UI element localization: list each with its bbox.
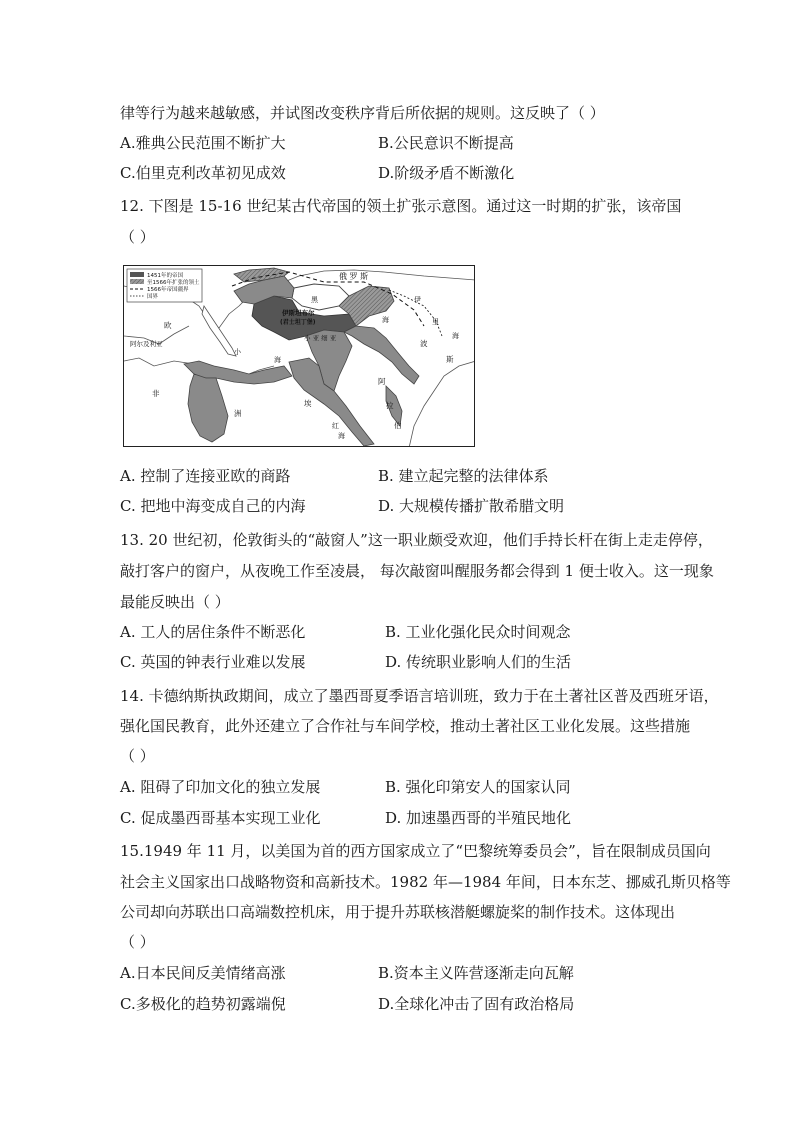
- q14-option-d[interactable]: D. 加速墨西哥的半殖民地化: [385, 809, 572, 827]
- label-red: 红: [332, 422, 339, 430]
- label-caspian-sea: 海: [452, 332, 459, 340]
- label-arabia-a: 阿: [378, 377, 386, 386]
- q14-option-b[interactable]: B. 强化印第安人的国家认同: [385, 778, 571, 796]
- label-black-sea: 黑: [311, 296, 318, 304]
- label-arabia-la: 拉: [386, 401, 394, 410]
- label-yi: 伊: [414, 296, 421, 304]
- label-small: 小: [234, 348, 241, 356]
- q11-option-c[interactable]: C.伯里克利改革初见成效: [120, 164, 286, 182]
- label-russia: 俄 罗 斯: [339, 272, 369, 281]
- label-algeria: 阿尔及利亚: [130, 340, 163, 348]
- q13-stem-line-1: 13. 20 世纪初，伦敦街头的“敲窗人”这一职业颇受欢迎，他们手持长杆在街上走走停停，: [120, 531, 713, 549]
- q13-stem-line-2: 敲打客户的窗户，从夜晚工作至凌晨， 每次敲窗叫醒服务都会得到 1 便士收入。这一现象: [120, 562, 714, 580]
- label-europe: 欧: [164, 321, 172, 330]
- label-sea-east: 海: [382, 316, 389, 324]
- label-africa-zhou: 洲: [234, 409, 242, 418]
- q13-option-b[interactable]: B. 工业化强化民众时间观念: [385, 623, 571, 641]
- q12-option-d[interactable]: D. 大规模传播扩散希腊文明: [378, 497, 565, 515]
- q15-stem-line-3: 公司却向苏联出口高端数控机床，用于提升苏联核潜艇螺旋桨的制作技术。这体现出: [120, 903, 676, 921]
- q13-option-c[interactable]: C. 英国的钟表行业难以发展: [120, 653, 306, 671]
- legend-1566-border: 1566年帝国疆界: [147, 287, 189, 293]
- q11-stem-tail: 律等行为越来越敏感，并试图改变秩序背后所依据的规则。这反映了（ ）: [120, 104, 605, 122]
- q14-stem-line-2: 强化国民教育，此外还建立了合作社与车间学校，推动土著社区工业化发展。这些措施: [120, 717, 691, 735]
- label-sea: 海: [274, 356, 281, 364]
- legend-expansion: 至1566年扩张的领土: [147, 280, 200, 286]
- q14-option-c[interactable]: C. 促成墨西哥基本实现工业化: [120, 809, 321, 827]
- q11-option-d[interactable]: D.阶级矛盾不断激化: [378, 164, 515, 182]
- q15-option-c[interactable]: C.多极化的趋势初露端倪: [120, 995, 286, 1013]
- label-asia-minor: 小 亚 细 亚: [304, 334, 337, 342]
- q11-option-b[interactable]: B.公民意识不断提高: [378, 134, 514, 152]
- q15-stem-line-4: （ ）: [120, 933, 155, 951]
- label-africa-fei: 非: [152, 389, 160, 398]
- q11-option-a[interactable]: A.雅典公民范围不断扩大: [120, 134, 286, 152]
- q15-option-b[interactable]: B.资本主义阵营逐渐走向瓦解: [378, 964, 574, 982]
- q12-paren: （ ）: [120, 228, 155, 246]
- ottoman-expansion-map: [123, 265, 475, 447]
- q12-stem: 12. 下图是 15-16 世纪某古代帝国的领土扩张示意图。通过这一时期的扩张，该帝国: [120, 197, 682, 215]
- q15-option-d[interactable]: D.全球化冲击了固有政治格局: [378, 995, 575, 1013]
- label-red-sea: 海: [338, 432, 345, 440]
- label-istanbul: 伊斯坦布尔: [282, 309, 315, 317]
- q13-option-d[interactable]: D. 传统职业影响人们的生活: [385, 653, 572, 671]
- q13-stem-line-3: 最能反映出（ ）: [120, 593, 230, 611]
- label-persia-bo: 波: [420, 339, 428, 348]
- label-caspian-li: 里: [432, 318, 439, 326]
- q12-option-a[interactable]: A. 控制了连接亚欧的商路: [120, 467, 291, 485]
- legend-1451: 1451年的帝国: [147, 273, 183, 279]
- label-egypt: 埃: [304, 399, 312, 408]
- q14-option-a[interactable]: A. 阻碍了印加文化的独立发展: [120, 778, 321, 796]
- label-arabia-bo: 伯: [394, 421, 402, 430]
- q12-option-b[interactable]: B. 建立起完整的法律体系: [378, 467, 549, 485]
- q13-option-a[interactable]: A. 工人的居住条件不断恶化: [120, 623, 306, 641]
- q14-stem-line-1: 14. 卡德纳斯执政期间，成立了墨西哥夏季语言培训班，致力于在土著社区普及西班牙语，: [120, 687, 719, 705]
- q15-option-a[interactable]: A.日本民间反美情绪高涨: [120, 964, 286, 982]
- label-constantinople: (君士坦丁堡): [280, 319, 316, 326]
- q15-stem-line-2: 社会主义国家出口战略物资和高新技术。1982 年—1984 年间，日本东芝、挪威孔斯贝格等: [120, 873, 731, 891]
- label-persia-si: 斯: [446, 355, 454, 364]
- q12-option-c[interactable]: C. 把地中海变成自己的内海: [120, 497, 306, 515]
- legend-national-border: 国界: [147, 294, 159, 300]
- q15-stem-line-1: 15.1949 年 11 月，以美国为首的西方国家成立了“巴黎统筹委员会”，旨在限制成员国向: [120, 842, 711, 860]
- q14-stem-line-3: （ ）: [120, 747, 155, 765]
